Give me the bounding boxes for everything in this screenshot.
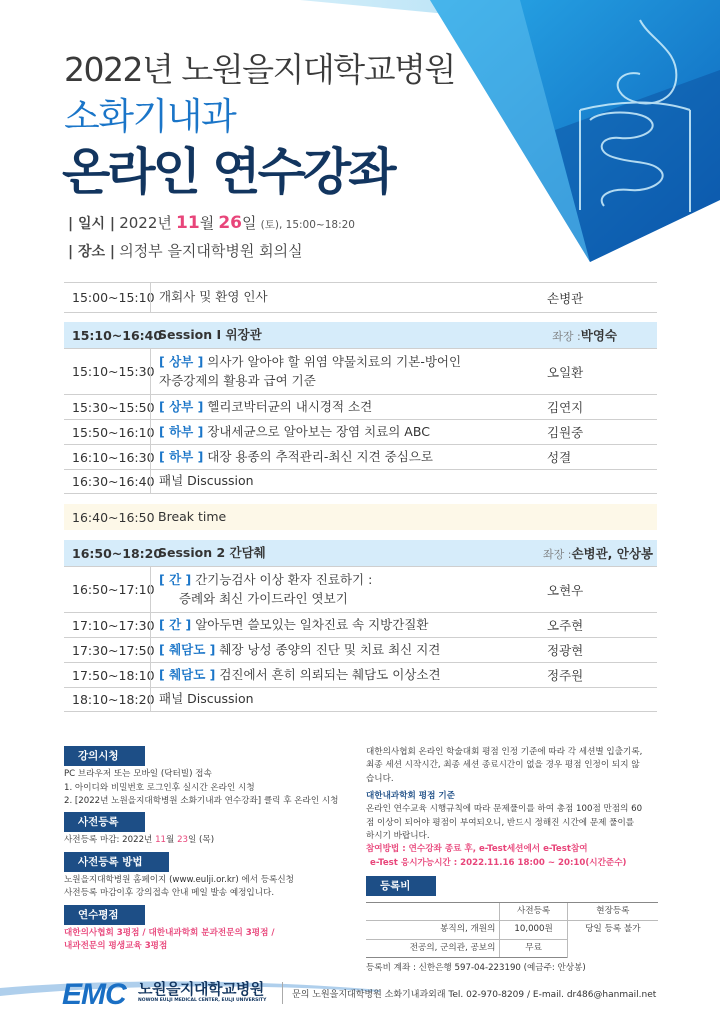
- info-left-column: 강의시청 PC 브라우저 또는 모바일 (닥터빌) 접속 1. 아이디와 비밀번호 로그인후 실시간 온라인 시청 2. [2022년 노원을지대학병원 소화기내과 연수강좌] 클릭 후 온라인 시청 사전등록 사전등록 마감: 2022년 11월 23일 (목) 사전등록 방법 노원을지대학병원 홈페이지 (www.eulji.or.kr) 에서 등록신청 사전등록 마감이후 강의접속 안내 메일 발송 예정입니다. 연수평점 대한의사협회 3평점 / 대한내과학회 분과전문의 3평점 / 내과전문의 평생교육 3평점: [64, 746, 354, 954]
- title-line-3: 온라인 연수강좌: [62, 143, 394, 201]
- schedule-row: 15:30~15:50 [ 상부 ] 헬리코박터균의 내시경적 소견 김연지: [64, 394, 657, 419]
- hospital-name: 노원을지대학교병원: [138, 980, 264, 998]
- place-label: 장소: [78, 244, 106, 260]
- lecture-header: 강의시청: [64, 746, 145, 766]
- date-day: 26: [218, 213, 242, 233]
- schedule-row: 15:50~16:10 [ 하부 ] 장내세균으로 알아보는 장염 치료의 ABC 김원중: [64, 419, 657, 444]
- schedule-row: 15:10~15:30 [ 상부 ] 의사가 알아야 할 위염 약물치료의 기본-방어인 자증강제의 활용과 급여 기준 오일환: [64, 348, 657, 394]
- session-1-row: 15:10~16:40 Session I 위장관 좌장 :박영숙: [64, 322, 657, 348]
- hospital-name-en: NOWON EULJI MEDICAL CENTER, EULJI UNIVERSITY: [138, 998, 267, 1003]
- credit-header: 연수평점: [64, 905, 145, 925]
- method-header: 사전등록 방법: [64, 852, 169, 872]
- prereg-header: 사전등록: [64, 812, 145, 832]
- place-line: | 장소 | 의정부 을지대학병원 회의실: [68, 242, 303, 260]
- fee-table: 사전등록 현장등록 봉직의, 개원의 10,000원 당일 등록 불가 전공의, 군의관, 공보의 무료: [366, 902, 658, 958]
- schedule-row: 16:50~17:10 [ 간 ] 간기능검사 이상 환자 진료하기 : 증례와 최신 가이드라인 엿보기 오현우: [64, 566, 657, 612]
- footer: [0, 970, 720, 1014]
- schedule-row: 16:30~16:40 패널 Discussion: [64, 469, 657, 494]
- schedule-row: 17:50~18:10 [ 췌담도 ] 검진에서 흔히 의뢰되는 췌담도 이상소견 정주원: [64, 662, 657, 687]
- schedule-row: 17:30~17:50 [ 췌담도 ] 췌장 낭성 종양의 진단 및 치료 최신 지견 정광현: [64, 637, 657, 662]
- date-line: | 일시 | 2022년 11월 26일 (토), 15:00~18:20: [68, 213, 355, 233]
- date-year: 2022년: [119, 214, 172, 232]
- contact-info: 문의 노원을지대학병원 소화기내과외래 Tel. 02-970-8209 / E-mail. dr486@hanmail.net: [292, 990, 657, 1000]
- date-detail: (토), 15:00~18:20: [260, 219, 355, 231]
- schedule-row: 17:10~17:30 [ 간 ] 알아두면 쓸모있는 일차진료 속 지방간질환 오주현: [64, 612, 657, 637]
- info-right-column: 대한의사협회 온라인 학술대회 평점 인정 기준에 따라 각 세션별 입출기록, 최종 세션 시작시간, 최종 세션 종료시간이 없을 경우 평점 인정이 되지 않 습니다. 대한내과학회 평점 기준 온라인 연수교육 시행규칙에 따라 문제풀이를 하여 총점 100점 만점의 60 점 이상이 되어야 평점이 부여되오니, 반드시 정해진 시간에 문제 풀이를 하시기 바랍니다. 참여방법 : 연수강좌 종료 후, e-Test세션에서 e-Test참여 e-Test 응시가능시간 : 2022.11.16 18:00 ~ 20:10(시간준수) 등록비 사전등록 현장등록 봉직의, 개원의 10,000원 당일 등록 불가 전공의, 군의관, 공보의 무료 등록비 계좌 : 신한은행 597-04-223190 (예금주: 안상봉): [366, 746, 658, 975]
- schedule-row: 15:00~15:10 개회사 및 환영 인사 손병관: [64, 282, 657, 312]
- title-line-1: 2022년 노원을지대학교병원: [64, 50, 455, 89]
- fee-header: 등록비: [366, 876, 436, 896]
- emc-logo: EMC: [62, 978, 126, 1011]
- footer-divider: [282, 982, 283, 1004]
- break-row: 16:40~16:50 Break time: [64, 504, 657, 530]
- date-day-suffix: 일: [242, 214, 257, 232]
- date-label: 일시: [78, 216, 106, 232]
- title-line-2: 소화기내과: [64, 95, 236, 138]
- session-2-row: 16:50~18:20 Session 2 간담췌 좌장 :손병관, 안상봉: [64, 540, 657, 566]
- schedule-row: 18:10~18:20 패널 Discussion: [64, 687, 657, 712]
- schedule-table: [64, 282, 657, 712]
- schedule-row: 16:10~16:30 [ 하부 ] 대장 용종의 추적관리-최신 지견 중심으로 성결: [64, 444, 657, 469]
- date-month: 11: [176, 213, 200, 233]
- place-value: 의정부 을지대학병원 회의실: [119, 242, 303, 260]
- prereg-deadline: 사전등록 마감: 2022년 11월 23일 (목): [64, 835, 215, 846]
- date-month-suffix: 월: [199, 214, 215, 232]
